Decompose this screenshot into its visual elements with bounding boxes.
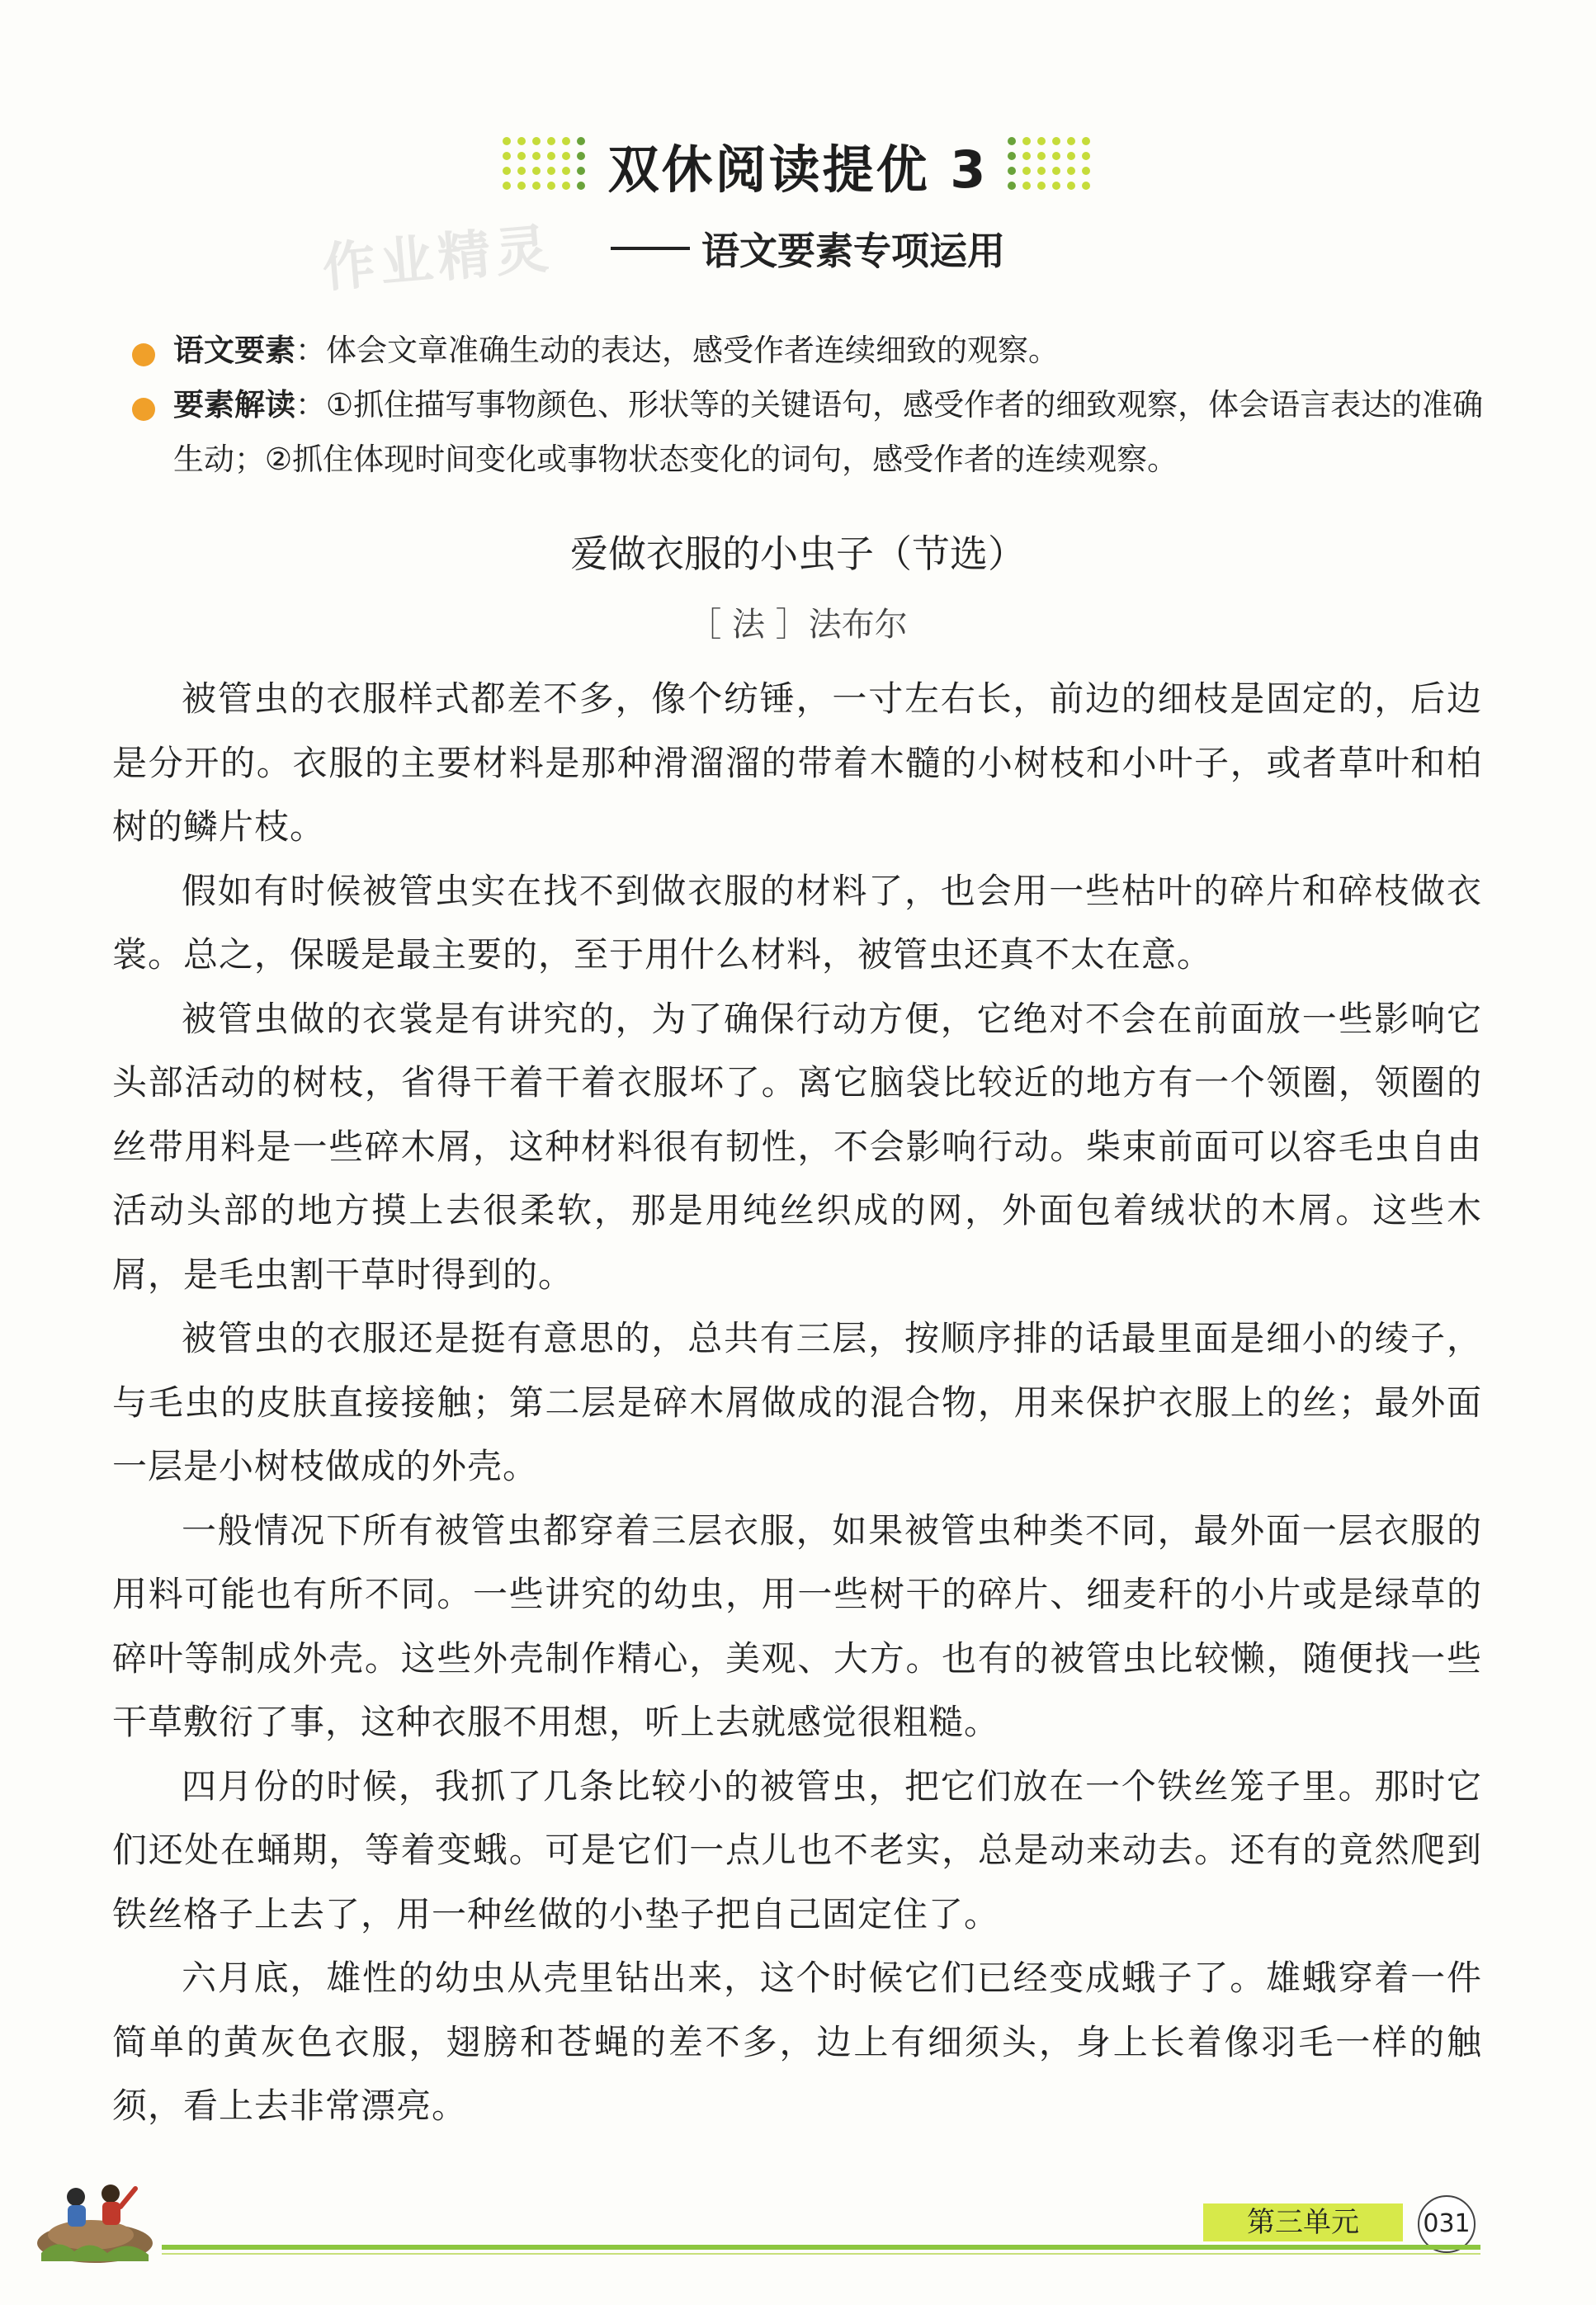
requirement-item <box>132 378 1485 487</box>
bullet-icon <box>132 398 155 421</box>
requirement-text: ：①抓住描写事物颜色、形状等的关键语句，感受作者的细致观察，体会语言表达的准确生动；②抓住体现时间变化或事物状态变化的词句，感受作者的连续观察。 <box>173 387 1484 477</box>
page-title: 双休阅读提优 3 <box>607 139 989 200</box>
requirement-label: 要素解读 <box>173 387 295 423</box>
paragraph: 六月底，雄性的幼虫从壳里钻出来，这个时候它们已经变成蛾子了。雄蛾穿着一件简单的黄灰色衣服，翅膀和苍蝇的差不多，边上有细须头，身上长着像羽毛一样的触须，看上去非常漂亮。 <box>112 1958 1482 2126</box>
requirement-label: 语文要素 <box>173 333 295 368</box>
dots-decoration-right <box>1008 137 1093 193</box>
subtitle-dash <box>611 247 690 250</box>
title-row <box>0 124 1596 206</box>
subtitle <box>611 221 1005 276</box>
bullet-icon <box>132 343 155 366</box>
page-number: 031 <box>1418 2195 1476 2253</box>
subtitle-text: 语文要素专项运用 <box>701 229 1005 273</box>
dots-decoration-left <box>503 137 588 193</box>
paragraph: 一般情况下所有被管虫都穿着三层衣服，如果被管虫种类不同，最外面一层衣服的用料可能也有所不同。一些讲究的幼虫，用一些树干的碎片、细麦秆的小片或是绿草的碎叶等制成外壳。这些外壳制作精心，美观、大方。也有的被管虫比较懒，随便找一些干草敷衍了事，这种衣服不用想，听上去就感觉很粗糙。 <box>112 1509 1482 1742</box>
unit-label: 第三单元 <box>1203 2203 1403 2241</box>
watermark: 作业精灵 <box>319 218 556 300</box>
paragraph: 四月份的时候，我抓了几条比较小的被管虫，把它们放在一个铁丝笼子里。那时它们还处在蛹期，等着变蛾。可是它们一点儿也不老实，总是动来动去。还有的竟然爬到铁丝格子上去了，用一种丝做的小垫子把自己固定住了。 <box>112 1765 1482 1934</box>
footer-divider <box>162 2245 1480 2250</box>
paragraph: 被管虫的衣服还是挺有意思的，总共有三层，按顺序排的话最里面是细小的绫子，与毛虫的皮肤直接接触；第二层是碎木屑做成的混合物，用来保护衣服上的丝；最外面一层是小树枝做成的外壳。 <box>112 1318 1482 1486</box>
children-on-rock-illustration <box>25 2146 165 2270</box>
footer-divider-thin <box>162 2253 1480 2255</box>
article-body <box>112 667 1482 2138</box>
article-title: 爱做衣服的小虫子（节选） <box>570 531 1026 576</box>
requirement-text: ：体会文章准确生动的表达，感受作者连续细致的观察。 <box>295 333 1059 368</box>
paragraph: 被管虫的衣服样式都差不多，像个纺锤，一寸左右长，前边的细枝是固定的，后边是分开的。衣服的主要材料是那种滑溜溜的带着木髓的小树枝和小叶子，或者草叶和柏树的鳞片枝。 <box>112 678 1482 847</box>
paragraph: 假如有时候被管虫实在找不到做衣服的材料了，也会用一些枯叶的碎片和碎枝做衣裳。总之，保暖是最主要的，至于用什么材料，被管虫还真不太在意。 <box>112 870 1482 975</box>
paragraph: 被管虫做的衣裳是有讲究的，为了确保行动方便，它绝对不会在前面放一些影响它头部活动的树枝，省得干着干着衣服坏了。离它脑袋比较近的地方有一个领圈，领圈的丝带用料是一些碎木屑，这种材料很有韧性，不会影响行动。柴束前面可以容毛虫自由活动头部的地方摸上去很柔软，那是用纯丝织成的网，外面包着绒状的木屑。这些木屑，是毛虫割干草时得到的。 <box>112 998 1482 1295</box>
article-author: ［ 法 ］法布尔 <box>688 606 908 644</box>
requirement-item <box>132 324 1485 378</box>
